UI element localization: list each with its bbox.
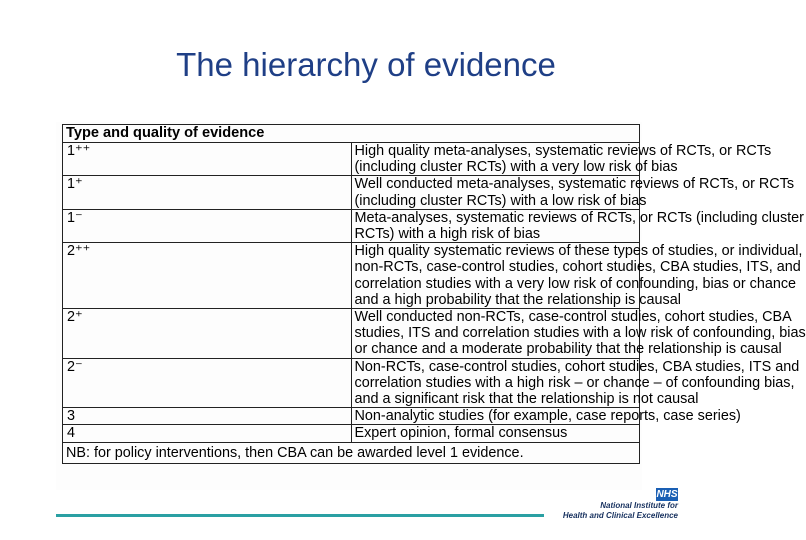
evidence-description <box>351 358 800 408</box>
evidence-description <box>351 209 804 243</box>
evidence-description <box>351 243 803 309</box>
table-row <box>63 425 640 442</box>
evidence-level: 1⁺ <box>63 176 352 209</box>
table-row <box>63 143 640 176</box>
table-row <box>63 243 640 309</box>
table-row <box>63 176 640 209</box>
evidence-level: 2⁺⁺ <box>63 243 352 309</box>
evidence-table <box>62 124 806 464</box>
evidence-level: 1⁺⁺ <box>63 143 352 176</box>
table-row <box>63 209 640 242</box>
table-row <box>63 408 640 425</box>
table-row <box>63 358 640 408</box>
evidence-level: 2⁻ <box>63 358 352 408</box>
table-row <box>63 309 640 359</box>
evidence-level: 2⁺ <box>63 309 352 359</box>
description-line: (including cluster RCTs) with a very low risk of bias <box>354 159 678 176</box>
accent-divider-line <box>56 514 544 517</box>
evidence-level: 4 <box>63 425 352 442</box>
description-line: High quality meta-analyses, systematic reviews of RCTs, or RCTs <box>354 143 772 159</box>
logo-line: National Institute for <box>600 501 678 510</box>
nice-logo-text <box>548 501 678 520</box>
description-line: Non-analytic studies (for example, case reports, case series) <box>354 408 741 425</box>
table-note-row <box>63 442 640 463</box>
description-line: studies, ITS and correlation studies with a low risk of confounding, bias <box>354 325 806 342</box>
description-line: Well conducted meta-analyses, systematic reviews of RCTs, or RCTs <box>354 176 795 193</box>
table-header: Type and quality of evidence <box>63 125 640 143</box>
slide-title: The hierarchy of evidence <box>176 46 556 83</box>
description-line: RCTs) with a high risk of bias <box>354 226 541 243</box>
nhs-logo-badge: NHS <box>656 489 678 500</box>
description-line: correlation studies with a high risk – or chance – of confounding bias, <box>354 374 795 391</box>
evidence-description <box>351 143 772 176</box>
description-line: non-RCTs, case-control studies, cohort studies, CBA studies, ITS, and <box>354 259 801 276</box>
description-line: and a high probability that the relationship is causal <box>354 291 681 308</box>
evidence-description <box>351 425 640 442</box>
description-line: Well conducted non-RCTs, case-control studies, cohort studies, CBA <box>354 309 792 326</box>
evidence-description <box>351 176 795 209</box>
description-line: Non-RCTs, case-control studies, cohort studies, CBA studies, ITS and <box>354 358 800 375</box>
logo-line: Health and Clinical Excellence <box>562 510 678 520</box>
description-line: High quality systematic reviews of these types of studies, or individual, <box>354 243 803 260</box>
description-line: and a significant risk that the relationship is not causal <box>354 391 699 408</box>
description-line: or chance and a moderate probability that the relationship is causal <box>354 341 782 358</box>
table-header-row <box>63 125 640 143</box>
evidence-description <box>351 309 806 359</box>
description-line: (including cluster RCTs) with a low risk of bias <box>354 192 647 209</box>
description-line: Meta-analyses, systematic reviews of RCTs, or RCTs (including cluster <box>354 209 804 226</box>
table-note: NB: for policy interventions, then CBA can be awarded level 1 evidence. <box>63 442 640 463</box>
evidence-level: 1⁻ <box>63 209 352 242</box>
description-line: Expert opinion, formal consensus <box>354 425 568 442</box>
evidence-description <box>351 408 741 425</box>
evidence-level: 3 <box>63 408 352 425</box>
description-line: correlation studies with a very low risk of confounding, bias or chance <box>354 275 797 292</box>
